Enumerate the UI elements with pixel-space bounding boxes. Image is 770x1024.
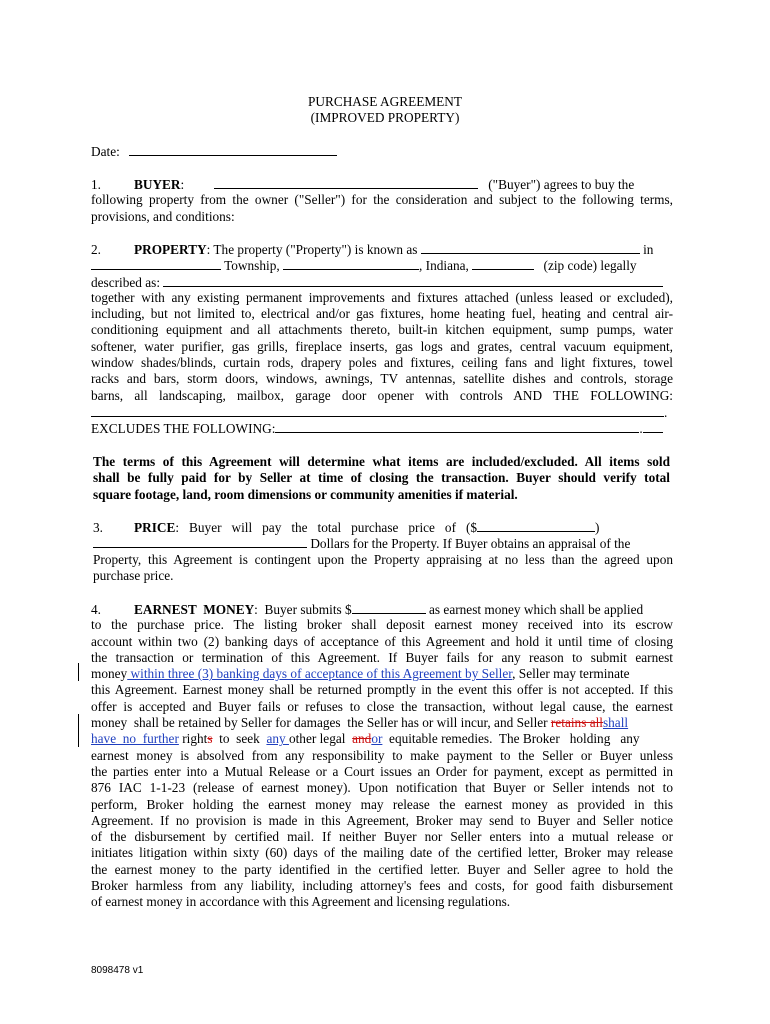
earnest-line-9-d: equitable remedies. The Broker holding any (382, 731, 640, 747)
property-text-line: barns, all landscaping, mailbox, garage door opener with controls AND THE FOLLOWING: (91, 387, 673, 403)
date-label: Date: (91, 144, 120, 159)
earnest-line: perform, Broker holding the earnest money may release the earnest money as provided in this (91, 796, 673, 812)
property-heading: PROPERTY (133, 242, 207, 257)
earnest-line: Broker harmless from any liability, including attorney's fees and costs, for good faith disbursement (91, 878, 673, 894)
earnest-heading: EARNEST MONEY (133, 602, 255, 617)
property-in: in (643, 242, 654, 257)
property-text-line: including, but not limited to, electrical and/or gas fixtures, home heating fuel, heating and central air- (91, 306, 673, 322)
earnest-line-9-b: to seek (212, 731, 267, 747)
change-bar (78, 663, 79, 681)
earnest-line: earnest money is absolved from any responsibility to make payment to the Seller or Buyer unless (91, 747, 673, 763)
earnest-line-9-c: other legal (288, 731, 353, 747)
excludes-blank-end[interactable] (643, 420, 663, 433)
inserted-text: shall (602, 715, 629, 731)
inserted-text: or (371, 731, 383, 747)
price-line-1-text: : Buyer will pay the total purchase price of ($ (175, 520, 478, 535)
earnest-line-8-a: money shall be retained by Seller for damages the Seller has or will incur, and Seller (91, 715, 551, 731)
price-line-2-text: Dollars for the Property. If Buyer obtains an appraisal of the (310, 536, 631, 552)
earnest-line-5-a: money (91, 666, 128, 682)
price-words-blank[interactable] (93, 535, 307, 548)
following-period: . (664, 404, 668, 420)
deleted-text: s (207, 731, 213, 747)
property-line-3 (91, 274, 673, 290)
inserted-text: any (266, 731, 289, 747)
earnest-line: of earnest money in accordance with this Agreement and licensing regulations. (91, 894, 511, 910)
excludes-label: EXCLUDES THE FOLLOWING: (91, 421, 276, 437)
buyer-number: 1. (91, 177, 101, 192)
earnest-line: the parties enter into a Mutual Release or a Court issues an Order for payment, except as permitted in (91, 763, 673, 779)
deleted-text: retains all (550, 715, 603, 731)
indiana-label: , Indiana, (419, 258, 469, 274)
buyer-heading: BUYER (133, 177, 181, 192)
zip-blank[interactable] (472, 257, 534, 270)
excludes-blank[interactable] (275, 420, 639, 433)
buyer-name-blank[interactable] (214, 176, 478, 189)
price-line-4: purchase price. (93, 567, 174, 583)
property-text-line: racks and bars, storm doors, windows, awnings, TV antennas, satellite dishes and controls, storage (91, 371, 673, 387)
earnest-line-9 (91, 731, 673, 747)
earnest-line-1 (91, 601, 673, 617)
property-text-line: conditioning equipment and all attachments thereto, built-in kitchen equipment, sump pumps, water (91, 322, 673, 338)
county-blank[interactable] (283, 257, 419, 270)
section-property (91, 241, 673, 437)
property-number: 2. (91, 242, 101, 257)
date-row (91, 143, 673, 160)
deleted-text: and (352, 731, 372, 747)
property-line-1-text: : The property ("Property") is known as (206, 242, 418, 257)
price-close-paren: ) (595, 520, 600, 535)
price-number: 3. (93, 520, 103, 535)
notice-line: shall be fully paid for by Seller at time of closing the transaction. Buyer should verify total (93, 470, 670, 486)
earnest-line: the earnest money to the party identified in the certified letter. Buyer and Seller agree to hold the (91, 861, 673, 877)
title-line-1: PURCHASE AGREEMENT (307, 94, 463, 109)
earnest-line: the transaction or termination of this Agreement. If Buyer fails for any reason to submit earnest (91, 649, 673, 665)
described-as-label: described as: (91, 274, 161, 290)
inserted-text: have no further (91, 731, 179, 747)
excludes-line (91, 420, 673, 436)
earnest-line-9-a: right (178, 731, 208, 747)
inserted-text: within three (3) banking days of acceptance of this Agreement by Seller (127, 666, 513, 682)
document-title (0, 94, 770, 126)
footer-doc-id: 8098478 v1 (91, 965, 144, 976)
earnest-line: of the disbursement by certified mail. If neither Buyer nor Seller enters into a mutual release or (91, 829, 673, 845)
terms-notice (93, 454, 670, 503)
price-line-3: Property, this Agreement is contingent upon the Property appraising at no less than the agreed upon (93, 551, 673, 567)
earnest-line-8 (91, 715, 673, 731)
earnest-line: initiates litigation within sixty (60) days of the mailing date of the certified letter, Broker may release (91, 845, 673, 861)
earnest-line-5 (91, 666, 673, 682)
township-label: Township, (224, 258, 280, 274)
section-buyer (91, 176, 673, 225)
property-text-line: window shades/blinds, curtain rods, drapery poles and fixtures, ceiling fans and light fixtures, towel (91, 355, 673, 371)
notice-line: square footage, land, room dimensions or community amenities if material. (93, 486, 518, 502)
property-line-2 (91, 257, 673, 273)
price-line-1 (93, 519, 673, 535)
following-blank-line (91, 404, 673, 420)
price-heading: PRICE (133, 520, 176, 535)
notice-line: The terms of this Agreement will determine what items are included/excluded. All items sold (93, 454, 670, 469)
earnest-line: to the purchase price. The listing broker shall deposit earnest money received into its escrow (91, 617, 673, 633)
earnest-line: this Agreement. Earnest money shall be returned promptly in the event this offer is not accepted. If this (91, 682, 673, 698)
earnest-line: account within two (2) banking days of acceptance of this Agreement and hold it until time of closing (91, 633, 673, 649)
title-line-2: (IMPROVED PROPERTY) (310, 110, 460, 125)
buyer-line-2: following property from the owner ("Seller") for the consideration and subject to the following terms, (91, 192, 673, 208)
following-items-blank[interactable] (91, 404, 664, 417)
property-text-line: together with any existing permanent improvements and fixtures attached (unless leased or excluded), (91, 289, 673, 305)
earnest-line: 876 IAC 1-1-23 (release of earnest money). Upon notification that Buyer or Seller intends not to (91, 780, 673, 796)
earnest-number: 4. (91, 602, 101, 617)
property-known-as-blank[interactable] (421, 241, 640, 254)
property-text-line: softener, water purifier, gas grills, fireplace inserts, gas logs and grates, central vacuum equipment, (91, 338, 673, 354)
earnest-amount-blank[interactable] (352, 601, 426, 614)
earnest-line: Agreement. If no provision is made in this Agreement, Broker may send to Buyer and Seller notice (91, 812, 673, 828)
excludes-period: . (639, 421, 643, 437)
buyer-line-3: provisions, and conditions: (91, 208, 235, 224)
zip-label: (zip code) legally (543, 258, 637, 274)
price-line-2 (93, 535, 673, 551)
section-earnest-money (91, 601, 673, 911)
date-blank[interactable] (129, 143, 337, 156)
township-blank[interactable] (91, 257, 221, 270)
legal-description-blank[interactable] (163, 274, 663, 287)
buyer-line-1-tail: ("Buyer") agrees to buy the (488, 177, 635, 192)
buyer-line-1: 1. BUYER: ("Buyer") agrees to buy the (91, 177, 635, 192)
price-amount-blank[interactable] (477, 519, 595, 532)
earnest-line-1-b: as earnest money which shall be applied (429, 602, 644, 617)
earnest-line-5-b: , Seller may terminate (512, 666, 630, 682)
earnest-line: offer is accepted and Buyer fails or refuses to close the transaction, without legal cause, the earnest (91, 698, 673, 714)
section-price (93, 519, 673, 584)
change-bar (78, 714, 79, 747)
property-line-1 (91, 241, 673, 257)
earnest-line-1-a: : Buyer submits $ (254, 602, 352, 617)
